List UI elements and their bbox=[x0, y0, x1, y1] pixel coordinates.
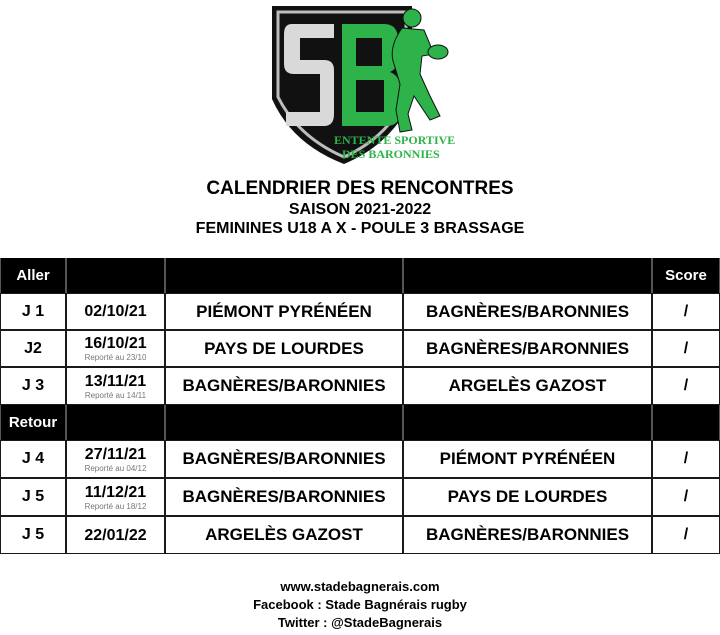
header-empty-cell bbox=[66, 405, 165, 440]
match-score: / bbox=[683, 302, 689, 320]
home-team: ARGELÈS GAZOST bbox=[205, 525, 363, 544]
away-team: BAGNÈRES/BARONNIES bbox=[425, 338, 630, 358]
away-team: PIÉMONT PYRÉNÉEN bbox=[439, 449, 616, 468]
logo-text-line2: DES BARONNIES bbox=[342, 147, 440, 161]
header-empty-cell bbox=[403, 405, 652, 440]
table-row bbox=[0, 516, 720, 554]
page-title: CALENDRIER DES RENCONTRES bbox=[206, 178, 514, 199]
header-empty-cell bbox=[165, 258, 403, 293]
score-header-cell bbox=[652, 258, 720, 293]
away-team: BAGNÈRES/BARONNIES bbox=[425, 525, 630, 544]
club-logo bbox=[262, 4, 472, 164]
footer-contacts bbox=[0, 578, 720, 632]
home-team: BAGNÈRES/BARONNIES bbox=[182, 487, 386, 506]
match-score: / bbox=[683, 450, 689, 467]
match-day: J 1 bbox=[21, 302, 45, 320]
match-score: / bbox=[683, 339, 689, 357]
postponed-note: Reporté au 14/11 bbox=[84, 390, 147, 400]
header-empty-cell bbox=[165, 405, 403, 440]
match-date: 13/11/21 bbox=[84, 372, 147, 390]
postponed-note: Reporté au 23/10 bbox=[84, 353, 147, 362]
logo-text-line1: ENTENTE SPORTIVE bbox=[334, 133, 456, 147]
header-empty-cell bbox=[652, 405, 720, 440]
match-date: 02/10/21 bbox=[84, 303, 147, 320]
table-row bbox=[0, 293, 720, 330]
aller-header-label-cell bbox=[0, 258, 66, 293]
match-day: J 4 bbox=[21, 450, 45, 467]
away-team: BAGNÈRES/BARONNIES bbox=[425, 301, 630, 321]
home-team: PAYS DE LOURDES bbox=[204, 338, 364, 358]
away-team: PAYS DE LOURDES bbox=[447, 487, 608, 506]
twitter-link[interactable]: Twitter : @StadeBagnerais bbox=[277, 615, 443, 630]
match-score: / bbox=[683, 526, 689, 543]
match-score: / bbox=[683, 377, 689, 394]
score-header-label: Score bbox=[665, 267, 707, 284]
aller-header-row bbox=[0, 258, 720, 293]
match-day: J 5 bbox=[21, 526, 45, 543]
match-day: J 3 bbox=[21, 377, 45, 394]
home-team: BAGNÈRES/BARONNIES bbox=[182, 449, 386, 468]
postponed-note: Reporté au 04/12 bbox=[84, 463, 147, 473]
category-title: FEMININES U18 A X - POULE 3 BRASSAGE bbox=[195, 220, 525, 237]
aller-header-label: Aller bbox=[16, 267, 50, 284]
table-row bbox=[0, 330, 720, 367]
match-date: 11/12/21 bbox=[84, 483, 147, 501]
header-empty-cell bbox=[66, 258, 165, 293]
table-row bbox=[0, 440, 720, 478]
retour-header-row bbox=[0, 405, 720, 440]
table-row bbox=[0, 478, 720, 516]
match-date: 22/01/22 bbox=[84, 526, 147, 544]
club-logo-graphic bbox=[262, 4, 472, 164]
header-empty-cell bbox=[403, 258, 652, 293]
match-score: / bbox=[683, 488, 689, 505]
home-team: PIÉMONT PYRÉNÉEN bbox=[196, 301, 372, 321]
season-title: SAISON 2021-2022 bbox=[288, 201, 432, 218]
facebook-link[interactable]: Facebook : Stade Bagnérais rugby bbox=[253, 597, 467, 612]
website-link[interactable]: www.stadebagnerais.com bbox=[280, 579, 440, 594]
title-block bbox=[0, 178, 720, 238]
match-date: 27/11/21 bbox=[84, 445, 147, 463]
retour-header-label: Retour bbox=[8, 414, 58, 431]
retour-header-label-cell bbox=[0, 405, 66, 440]
match-day: J2 bbox=[24, 339, 42, 357]
table-row bbox=[0, 367, 720, 405]
home-team: BAGNÈRES/BARONNIES bbox=[182, 376, 386, 395]
match-day: J 5 bbox=[21, 488, 45, 505]
postponed-note: Reporté au 18/12 bbox=[84, 501, 147, 511]
away-team: ARGELÈS GAZOST bbox=[448, 376, 607, 395]
match-date: 16/10/21 bbox=[84, 335, 147, 352]
